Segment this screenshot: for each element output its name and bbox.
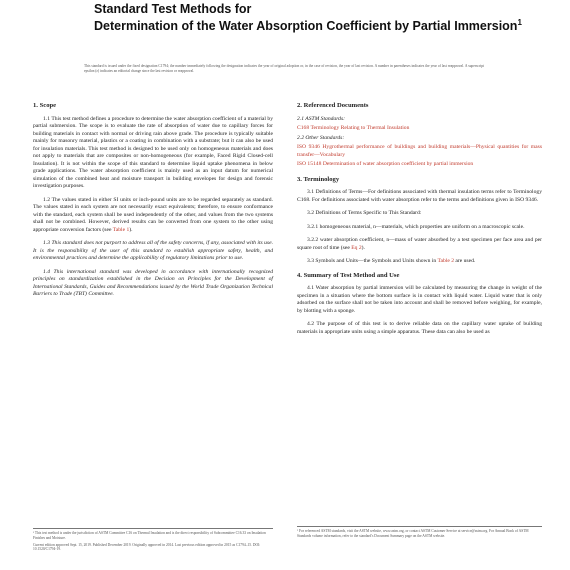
ref-iso-9346-code[interactable]: ISO 9346 (297, 144, 320, 150)
paragraph-3-2-2-end: ). (361, 244, 365, 251)
paragraph-3-3-text: 3.3 Symbols and Units—the Symbols and Units shown in (307, 258, 437, 264)
table-1-link[interactable]: Table 1 (112, 226, 130, 233)
ref-iso-15148-code[interactable]: ISO 15148 (297, 161, 322, 167)
paragraph-1-2-text: 1.2 The values stated in either SI units or inch-pound units are to be regarded separately as standard. The values stated in each system are not necessarily exact equivalents; therefore, to ensure conformance with the standard, each system shall be used independently of the other, and values from the two systems shall not be combined. However, derived results can be converted from one system to the other using appropriate conversion factors (see (33, 196, 273, 233)
paragraph-3-3-end: are used. (455, 258, 476, 264)
paragraph-3-2-1: 3.2.1 homogeneous material, n—materials, which properties are uniform on a macroscopic scale. (307, 223, 525, 230)
title-line-2 (94, 16, 534, 33)
paragraph-1-1: 1.1 This test method defines a procedure to determine the water absorption coefficient of a material by partial submersion. The scope is to evaluate the rate of absorption of water due to capillary forces for building materials in contact with normal or driving rain above grade. The procedure is typically suitable mainly for masonry material, plastics or a coating in combination with a substrate; but it can also be used for insulation materials. This test method is designed to be used only on homogeneous materials and does not apply to materials that are composites or non-homogeneous (for example, Faced Rigid Closed-cell Insulation). It is not within the scope of this standard to determine liquid uptake phenomena in below grade applications. The water absorption coefficient is mainly used as an input datum for numerical simulation of the combined heat and moisture transport in building envelopes for design and forensic investigation purposes. (33, 115, 273, 189)
paragraph-3-2-2 (297, 237, 542, 252)
designation-note: This standard is issued under the fixed designation C1794; the number immediately following the designation indicates the year of original adoption or, in the case of revision, the year of last revision. A number in parentheses indicates the year of last reapproval. A superscript epsilon (ε) indicates an editorial change since the last revision or reapproval. (84, 64, 484, 73)
astm-standards-label: 2.1 ASTM Standards: (297, 115, 346, 122)
ref-iso-15148 (297, 161, 542, 169)
footnote-2: ² For referenced ASTM standards, visit the ASTM website, www.astm.org, or contact ASTM Customer Service at service@astm.org. For Annual Book of ASTM Standards volume information, refer to the standard's Document Summary page on the ASTM website. (297, 529, 529, 538)
ref-c168 (297, 125, 542, 133)
ref-c168-title[interactable]: Terminology Relating to Thermal Insulation (310, 125, 410, 131)
paragraph-3-1: 3.1 Definitions of Terms—For definitions associated with thermal insulation terms refer to Terminology C168. For definitions associated with water absorption refer to the terms and definitions given in ISO 9346. (297, 189, 542, 203)
paragraph-3-3 (297, 258, 542, 266)
document-title (94, 2, 534, 33)
title-footnote-mark: 1 (517, 18, 522, 27)
paragraph-1-4: 1.4 This international standard was developed in accordance with internationally recognized principles on standardization established in the Decision on Principles for the Development of International Standards, Guides and Recommendations issued by the World Trade Organization Technical Barriers to Trade (TBT) Committee. (33, 268, 273, 297)
ref-iso-9346-title[interactable]: Hygrothermal performance of buildings and building materials—Physical quantities for mass transfer—Vocabulary (297, 144, 542, 158)
paragraph-4-1: 4.1 Water absorption by partial immersion will be calculated by measuring the change in weight of the specimen in a situation where the bottom surface is in contact with liquid water. Liquid water that is only adsorbed on the surface shall not be taken into account and shall be removed before weighing, for example, by blotting with a sponge. (297, 285, 542, 314)
other-standards-label: 2.2 Other Standards: (297, 134, 345, 141)
eq-2-link[interactable]: Eq 2 (351, 244, 362, 251)
paragraph-3-2: 3.2 Definitions of Terms Specific to This Standard: (307, 210, 422, 216)
terminology-heading: 3. Terminology (297, 175, 340, 183)
scope-heading: 1. Scope (33, 102, 57, 109)
footnotes-right (297, 526, 542, 541)
title-line-2-text: Determination of the Water Absorption Coefficient by Partial Immersion (94, 19, 518, 34)
paragraph-3-2-2-text: 3.2.2 water absorption coefficient, n—mass of water absorbed by a test specimen per face area and per square root of time (see (297, 237, 542, 251)
ref-c168-code[interactable]: C168 (297, 125, 310, 131)
table-2-link[interactable]: Table 2 (437, 258, 454, 264)
footnote-1: ¹ This test method is under the jurisdiction of ASTM Committee C16 on Thermal Insulation and is the direct responsibility of Subcommittee C16.33 on Insulation Finishes and Moisture. (33, 531, 266, 540)
title-line-1: Standard Test Methods for (94, 2, 252, 16)
ref-iso-9346 (297, 144, 542, 159)
paragraph-1-2-end: ). (129, 226, 133, 233)
right-column (297, 100, 542, 342)
paragraph-1-2 (33, 197, 273, 235)
left-column (33, 100, 273, 305)
ref-iso-15148-title[interactable]: Determination of water absorption coefficient by partial immersion (322, 161, 474, 167)
footnotes-left (33, 528, 273, 554)
footnote-edition: Current edition approved Sept. 15, 2019. Published December 2019. Originally approved in 2014. Last previous edition approved in 2015 as C1794–15. DOI: 10.1520/C1794-19. (33, 542, 261, 552)
paragraph-1-3: 1.3 This standard does not purport to address all of the safety concerns, if any, associated with its use. It is the responsibility of the user of this standard to establish appropriate safety, health, and environmental practices and determine the applicability of regulatory limitations prior to use. (33, 240, 273, 261)
summary-heading: 4. Summary of Test Method and Use (297, 271, 400, 279)
paragraph-4-2: 4.2 The purpose of of this test is to derive reliable data on the capillary water uptake of building materials in appropriate units using a simple apparatus. These data can also be used as (297, 321, 542, 335)
referenced-documents-heading: 2. Referenced Documents (297, 102, 369, 109)
